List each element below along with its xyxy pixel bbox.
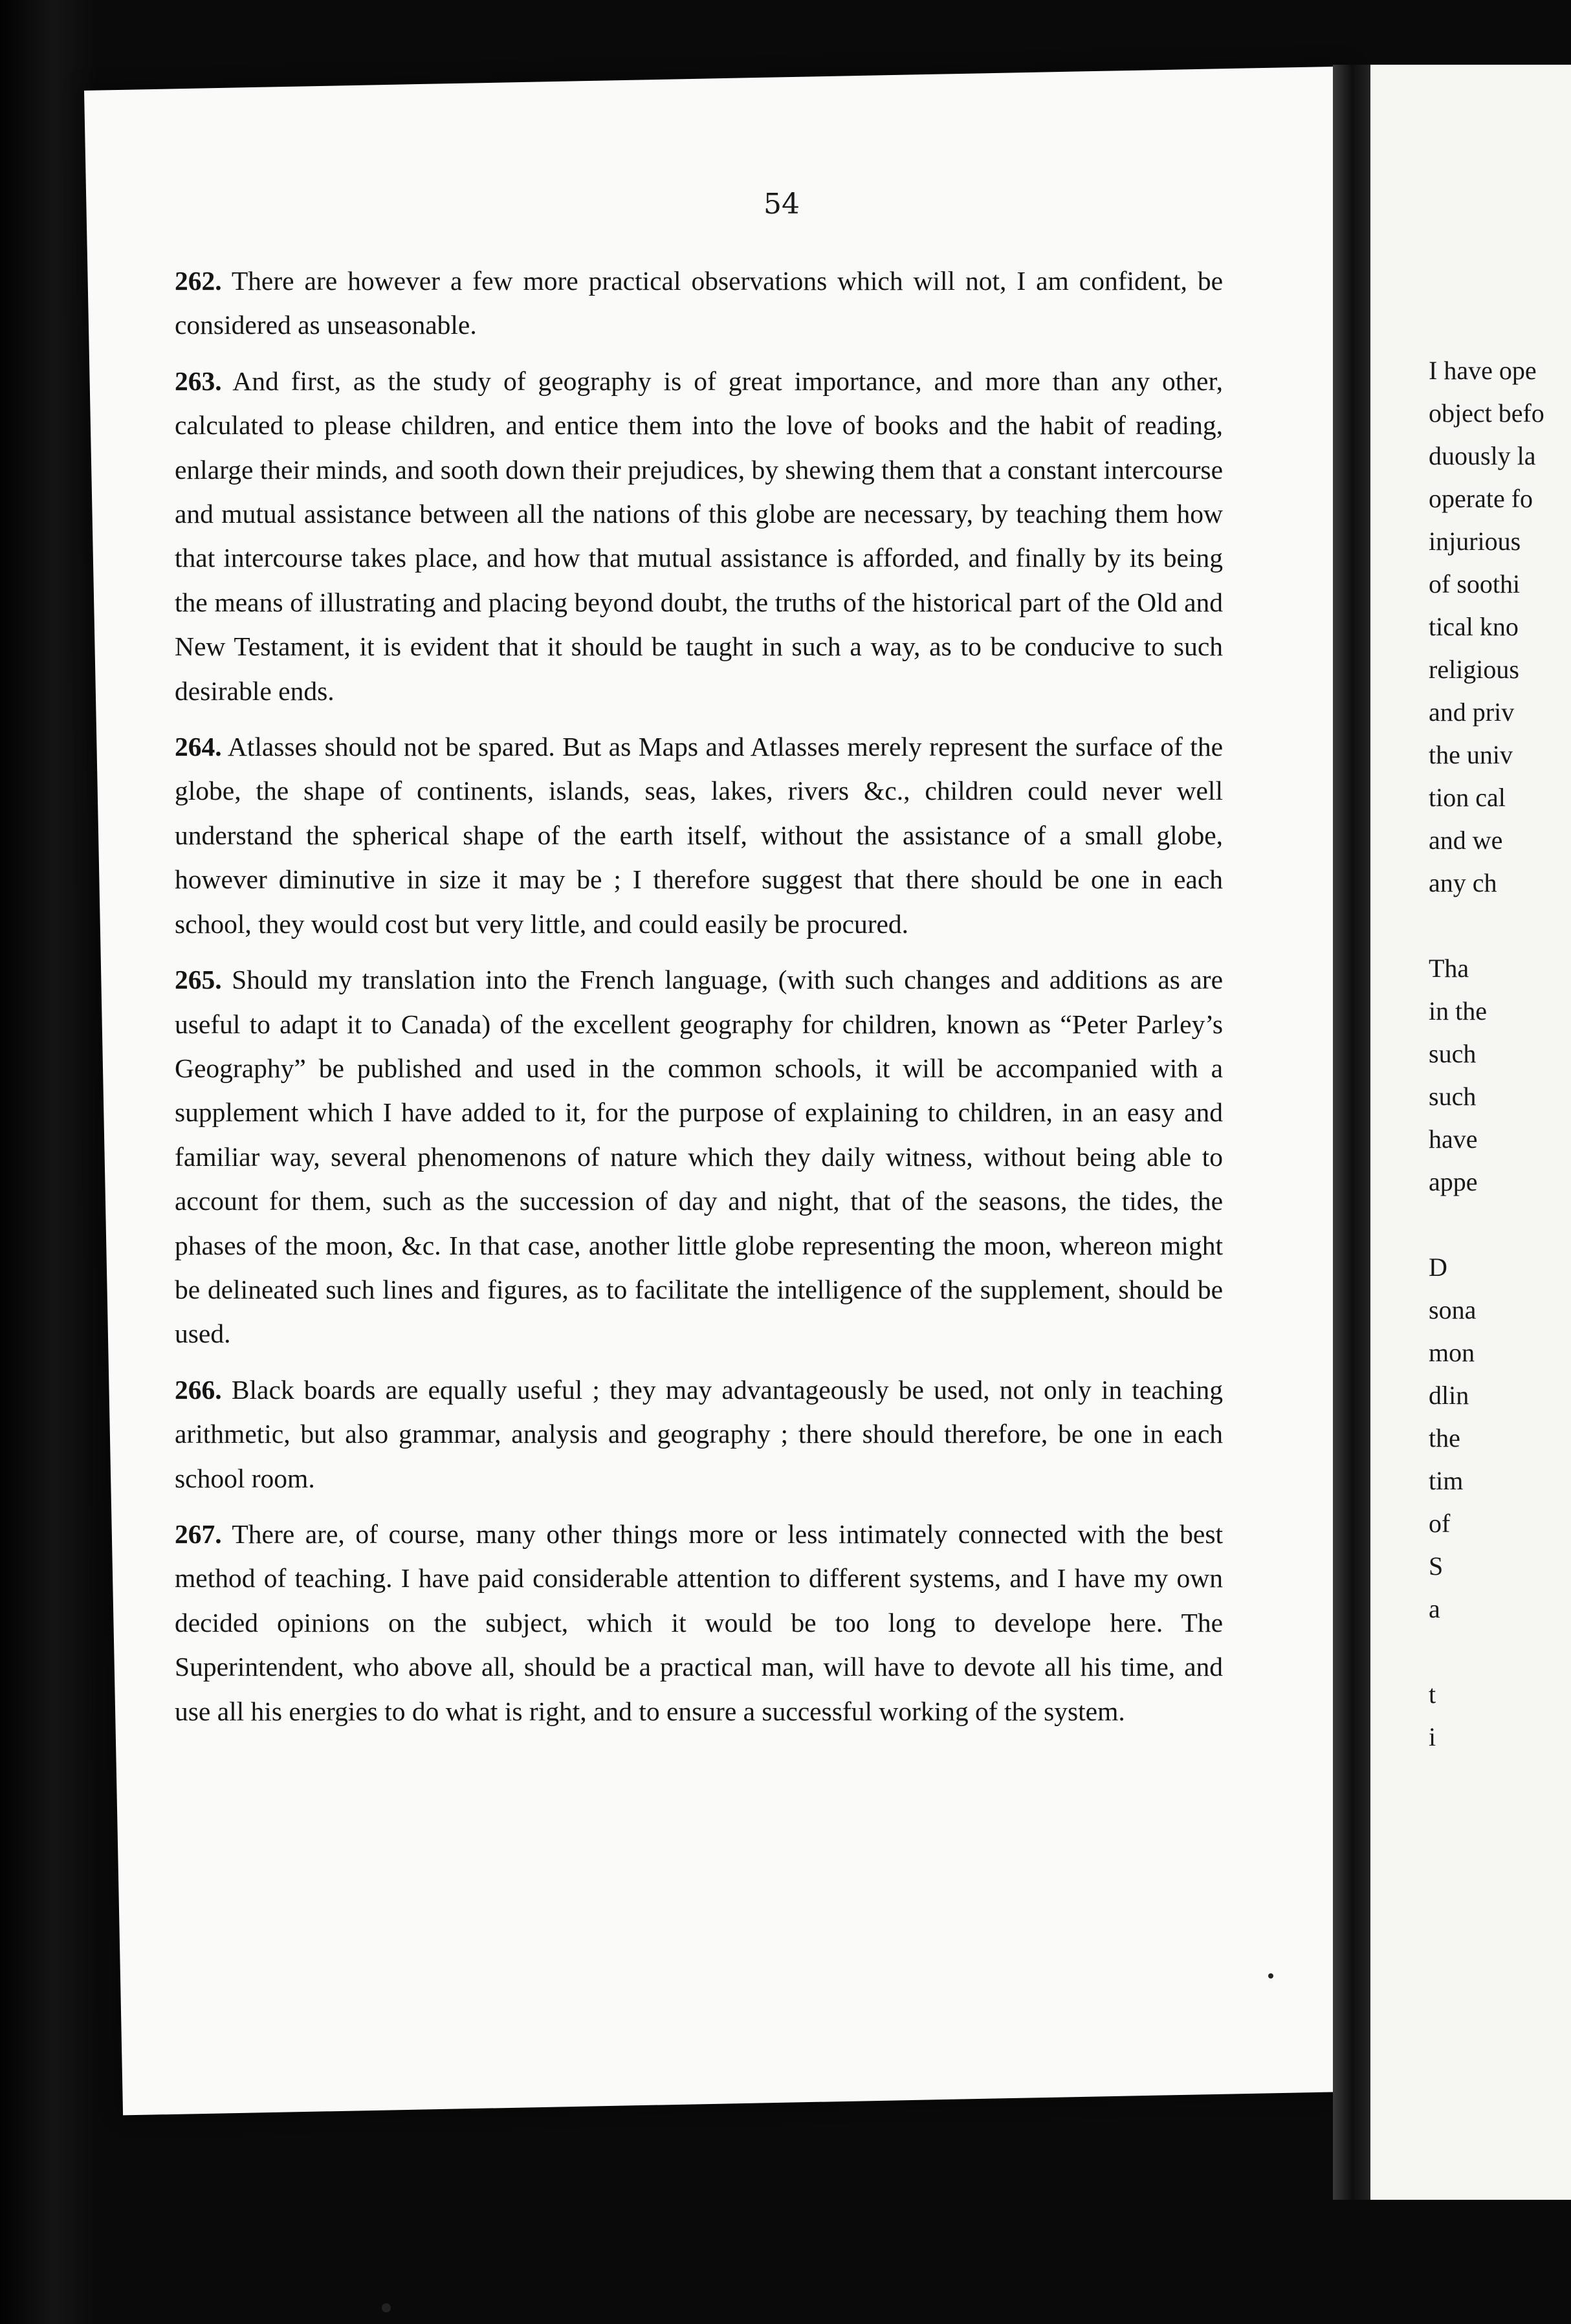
facing-page-line: the univ (1429, 740, 1513, 769)
paragraph-text: There are, of course, many other things more or less intimately connected with the best method of teaching. I have paid considerable attention to different systems, and I have my own decided opinions on the subject, which it would be too long to develope here. The Superintendent, who above all, should be a practical man, will have to devote all his time, and use all his energies to do what is right, and to ensure a successful working of the system. (175, 1518, 1223, 1726)
paragraph (175, 958, 1223, 1356)
facing-page-line: D (1429, 1253, 1447, 1282)
facing-page-line: and priv (1429, 697, 1515, 727)
facing-page-line: i (1429, 1722, 1436, 1751)
paragraph (175, 1512, 1223, 1733)
facing-page-line: religious (1429, 655, 1519, 684)
facing-page-line: a (1429, 1594, 1440, 1623)
facing-page-line (1429, 904, 1571, 947)
left-binding-edge (0, 0, 97, 2324)
facing-page-line: I have ope (1429, 356, 1537, 385)
facing-page-line: S (1429, 1551, 1444, 1581)
facing-page-line: operate fo (1429, 484, 1533, 513)
paragraph (175, 1368, 1223, 1500)
facing-page-line: appe (1429, 1167, 1478, 1196)
paragraph-number: 264. (175, 732, 222, 762)
facing-page-line: tical kno (1429, 612, 1519, 641)
facing-page-line: such (1429, 1039, 1477, 1068)
book-gutter (1333, 65, 1372, 2200)
paragraph-text: And first, as the study of geography is of great importance, and more than any other, calculated to please children, and entice them into the love of books and the habit of reading, enlarge their minds, and sooth down their prejudices, by shewing them that a constant intercourse and mutual assistance between all the nations of this globe are necessary, by teaching them how that intercourse takes place, and how that mutual assistance is afforded, and finally by its being the means of illustrating and placing beyond doubt, the truths of the historical part of the Old and New Testament, it is evident that it should be taught in such a way, as to be conducive to such desirable ends. (175, 366, 1223, 706)
facing-page-line: sona (1429, 1295, 1477, 1324)
facing-page-text (1429, 349, 1571, 1759)
paragraph (175, 725, 1223, 946)
ink-speck (382, 2303, 391, 2312)
paragraph (175, 359, 1223, 713)
paragraph-number: 263. (175, 366, 222, 396)
page-body (175, 259, 1223, 1745)
ink-speck (1268, 1973, 1273, 1979)
facing-page-line: Tha (1429, 954, 1469, 983)
paragraph-text: Should my translation into the French language, (with such changes and additions as are useful to adapt it to Canada) of the excellent geography for children, known as “Peter Parley’s Geography” be published and used in the common schools, it will be accompanied with a supplement which I have added to it, for the purpose of explaining to children, in an easy and familiar way, several phenomenons of nature which they daily witness, without being able to account for them, such as the succession of day and night, that of the seasons, the tides, the phases of the moon, &c. In that case, another little globe representing the moon, whereon might be delineated such lines and figures, as to facilitate the intelligence of the supplement, should be used. (175, 965, 1223, 1349)
facing-page (1370, 65, 1571, 2200)
facing-page-line: any ch (1429, 868, 1497, 897)
facing-page-line: duously la (1429, 441, 1536, 470)
page-number: 54 (764, 188, 800, 221)
paragraph-number: 262. (175, 266, 222, 296)
facing-page-line: mon (1429, 1338, 1475, 1367)
facing-page-line: tion cal (1429, 783, 1506, 812)
facing-page-line: tim (1429, 1466, 1464, 1495)
paragraph-number: 266. (175, 1374, 222, 1405)
facing-page-line: injurious (1429, 527, 1521, 556)
facing-page-line: object befo (1429, 399, 1544, 428)
paragraph (175, 259, 1223, 347)
facing-page-line: the (1429, 1423, 1460, 1453)
facing-page-line: t (1429, 1680, 1436, 1709)
facing-page-line: and we (1429, 826, 1503, 855)
paragraph-number: 265. (175, 965, 222, 995)
facing-page-line: have (1429, 1124, 1478, 1154)
paragraph-number: 267. (175, 1518, 222, 1549)
facing-page-line: in the (1429, 996, 1487, 1025)
paragraph-text: Black boards are equally useful ; they may advantageously be used, not only in teaching arithmetic, but also grammar, analysis and geography ; there should therefore, be one in each school room. (175, 1374, 1223, 1493)
facing-page-line (1429, 1203, 1571, 1246)
facing-page-line: of soothi (1429, 569, 1521, 598)
paragraph-text: Atlasses should not be spared. But as Maps and Atlasses merely represent the surface of the globe, the shape of continents, islands, seas, lakes, rivers &c., children could never well understand the spherical shape of the earth itself, without the assistance of a small globe, however diminutive in size it may be ; I therefore suggest that there should be one in each school, they would cost but very little, and could easily be procured. (175, 732, 1223, 939)
facing-page-line: of (1429, 1509, 1451, 1538)
facing-page-line: dlin (1429, 1381, 1469, 1410)
facing-page-line: such (1429, 1082, 1477, 1111)
paragraph-text: There are however a few more practical observations which will not, I am confident, be considered as unseasonable. (175, 266, 1223, 340)
facing-page-line (1429, 1630, 1571, 1673)
